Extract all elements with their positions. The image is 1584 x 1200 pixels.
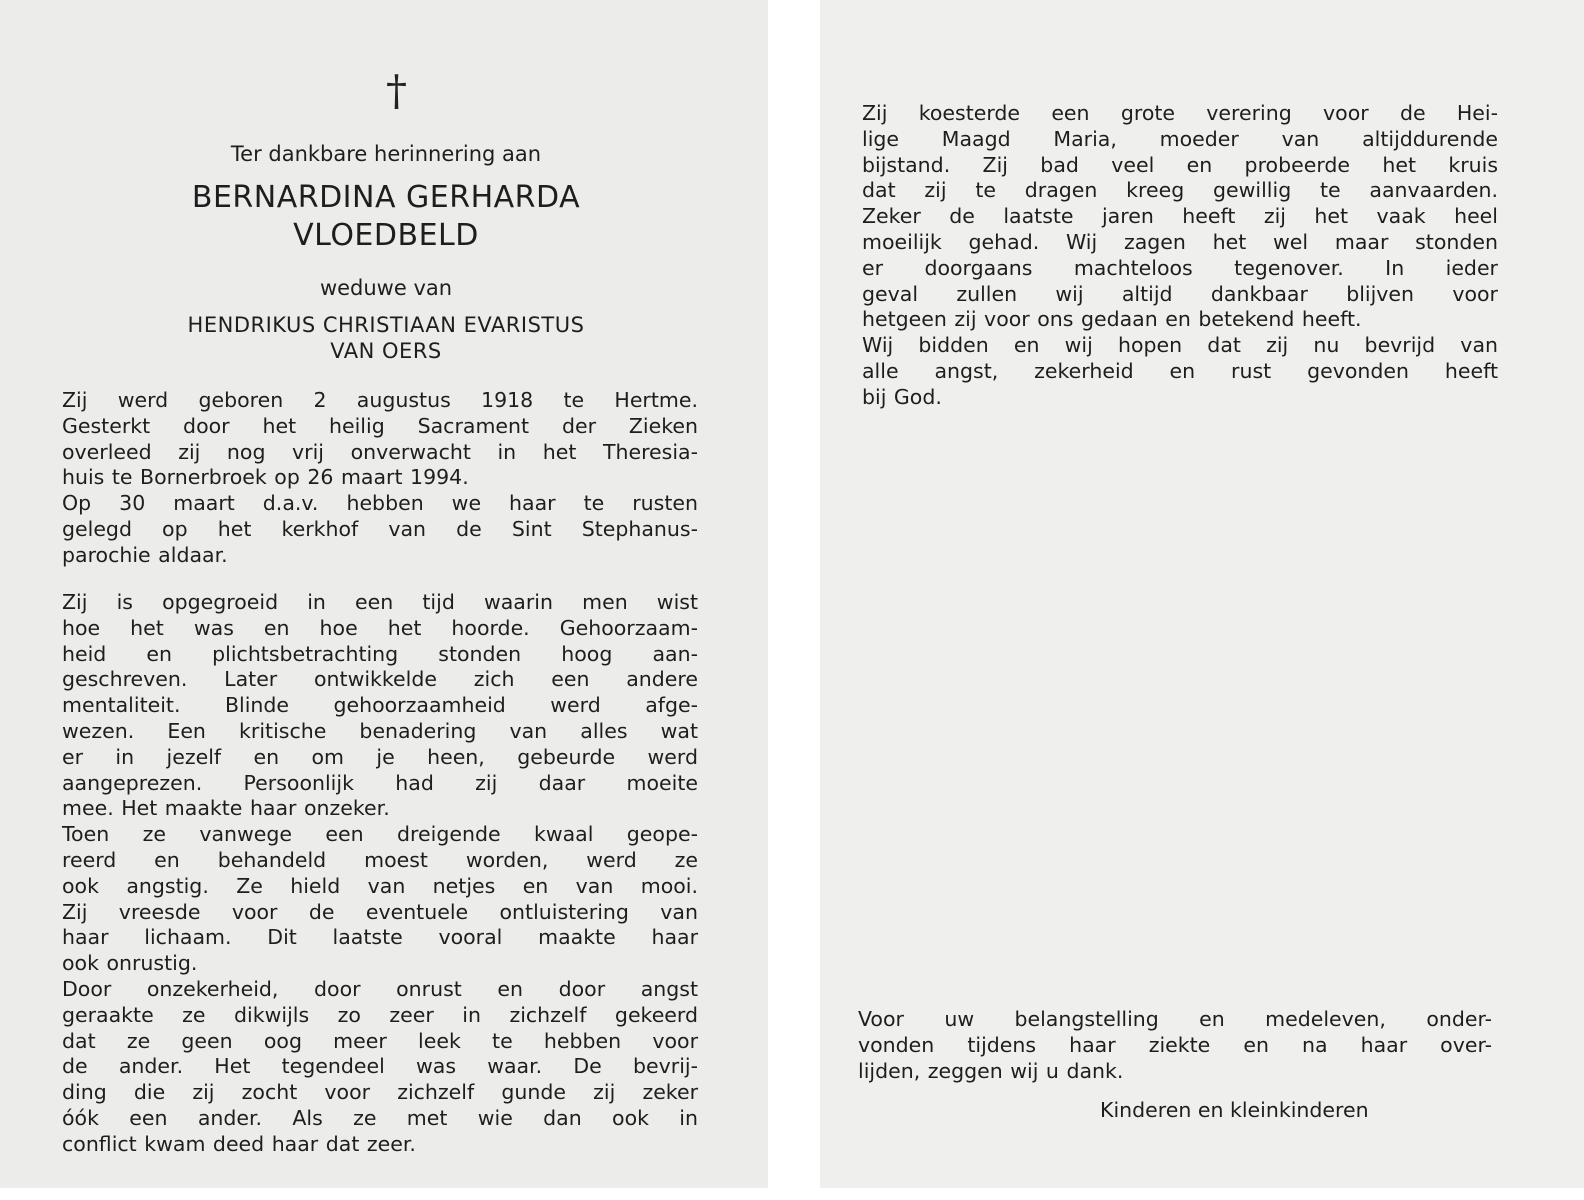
text-line: Zeker de laatste jaren heeft zij het vaak heel <box>862 204 1498 229</box>
text-line: heid en plichtsbetrachting stonden hoog aan- <box>62 641 698 666</box>
text-line: geraakte ze dikwijls zo zeer in zichzelf gekeerd <box>62 1002 698 1027</box>
text-line: de ander. Het tegendeel was waar. De bevrij- <box>62 1054 698 1079</box>
text-line: parochie aldaar. <box>62 542 228 567</box>
text-line: moeilijk gehad. Wij zagen het wel maar stonden <box>862 229 1498 254</box>
text-line: hetgeen zij voor ons gedaan en betekend heeft. <box>862 307 1362 332</box>
husband-name-line2: VAN OERS <box>330 339 442 363</box>
text-line: geval zullen wij altijd dankbaar blijven voor <box>862 281 1498 306</box>
text-line: Wij bidden en wij hopen dat zij nu bevrijd van <box>862 333 1498 358</box>
text-line: Voor uw belangstelling en medeleven, onder- <box>858 1007 1492 1031</box>
text-line: aangeprezen. Persoonlijk had zij daar moeite <box>62 770 698 795</box>
text-line: er doorgaans machteloos tegenover. In ieder <box>862 255 1498 280</box>
text-line: wezen. Een kritische benadering van alles wat <box>62 718 698 743</box>
text-line: ook angstig. Ze hield van netjes en van mooi. <box>62 873 698 898</box>
life-story-paragraph <box>62 590 698 1158</box>
text-line: Zij werd geboren 2 augustus 1918 te Hertme. <box>62 388 698 412</box>
text-line: óók een ander. Als ze met wie dan ook in <box>62 1105 698 1130</box>
text-line: geschreven. Later ontwikkelde zich een andere <box>62 667 698 692</box>
text-line: Gesterkt door het heilig Sacrament der Zieken <box>62 413 698 438</box>
text-line: reerd en behandeld moest worden, werd ze <box>62 847 698 872</box>
widow-of-text: weduwe van <box>319 276 453 300</box>
text-line: dat zij te dragen kreeg gewillig te aanvaarden. <box>862 178 1498 203</box>
intro-text: Ter dankbare herinnering aan <box>230 142 542 166</box>
text-line: Zij is opgegroeid in een tijd waarin men wist <box>62 590 698 614</box>
text-line: mentaliteit. Blinde gehoorzaamheid werd afge- <box>62 693 698 718</box>
text-line: Zij vreesde voor de eventuele ontluistering van <box>62 899 698 924</box>
text-line: vonden tijdens haar ziekte en na haar over- <box>858 1032 1492 1057</box>
text-line: hoe het was en hoe het hoorde. Gehoorzaam- <box>62 615 698 640</box>
deceased-name-line1: BERNARDINA GERHARDA <box>191 180 581 215</box>
text-line: haar lichaam. Dit laatste vooral maakte haar <box>62 925 698 950</box>
text-line: Zij koesterde een grote verering voor de Hei- <box>862 101 1498 125</box>
signature: Kinderen en kleinkinderen <box>1100 1098 1369 1122</box>
text-line: Toen ze vanwege een dreigende kwaal geope- <box>62 822 698 847</box>
text-line: dat ze geen oog meer leek te hebben voor <box>62 1028 698 1053</box>
biography-paragraph <box>62 388 698 569</box>
text-line: bijstand. Zij bad veel en probeerde het kruis <box>862 152 1498 177</box>
text-line: er in jezelf en om je heen, gebeurde werd <box>62 744 698 769</box>
text-line: overleed zij nog vrij onverwacht in het Theresia- <box>62 439 698 464</box>
cross-icon: † <box>386 66 407 115</box>
text-line: ook onrustig. <box>62 951 198 976</box>
text-line: lige Maagd Maria, moeder van altijddurende <box>862 126 1498 151</box>
devotion-paragraph <box>862 101 1498 411</box>
text-line: bij God. <box>862 384 942 409</box>
text-line: lijden, zeggen wij u dank. <box>858 1058 1124 1083</box>
text-line: alle angst, zekerheid en rust gevonden heeft <box>862 358 1498 383</box>
text-line: gelegd op het kerkhof van de Sint Stephanus- <box>62 516 698 541</box>
thanks-paragraph <box>858 1007 1492 1084</box>
text-line: Op 30 maart d.a.v. hebben we haar te rusten <box>62 491 698 516</box>
text-line: conflict kwam deed haar dat zeer. <box>62 1131 416 1156</box>
text-line: mee. Het maakte haar onzeker. <box>62 796 390 821</box>
text-line: ding die zij zocht voor zichzelf gunde zij zeker <box>62 1080 698 1105</box>
husband-name-line1: HENDRIKUS CHRISTIAAN EVARISTUS <box>187 313 585 337</box>
deceased-name-line2: VLOEDBELD <box>293 218 479 253</box>
text-line: huis te Bornerbroek op 26 maart 1994. <box>62 465 469 490</box>
text-line: Door onzekerheid, door onrust en door angst <box>62 976 698 1001</box>
